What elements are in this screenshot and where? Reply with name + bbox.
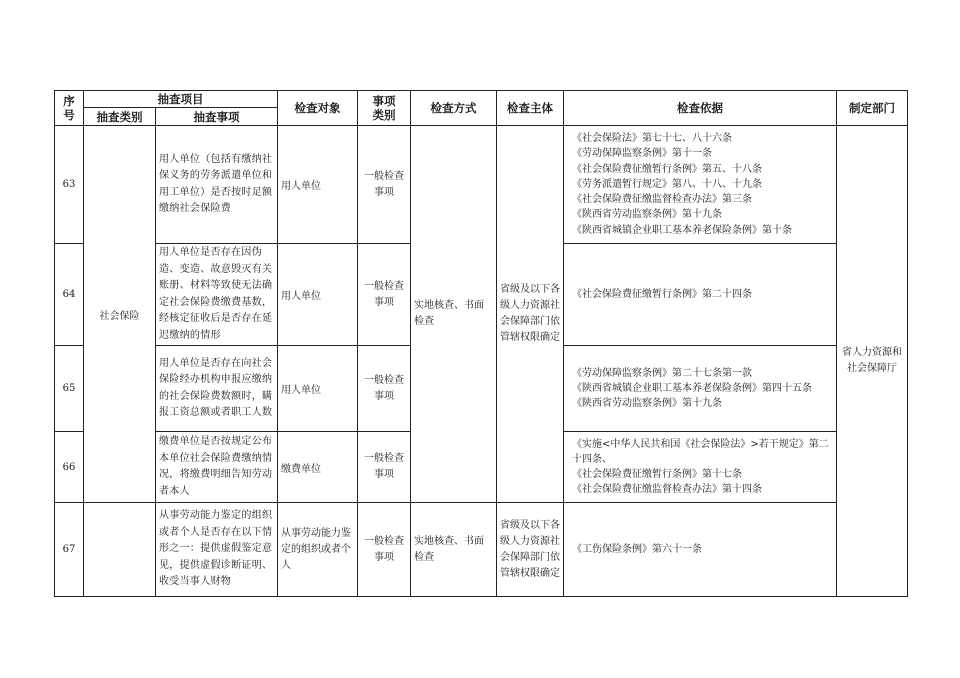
header-basis: 检查依据 <box>564 91 837 126</box>
header-method: 检查方式 <box>411 91 497 126</box>
header-subject: 检查主体 <box>497 91 564 126</box>
row-basis: 《社会保险费征缴暂行条例》第二十四条 <box>564 244 837 346</box>
subject-cell: 省级及以下各级人力资源社会保障部门依管辖权限确定 <box>497 503 564 597</box>
header-dept: 制定部门 <box>837 91 908 126</box>
row-type: 一般检查事项 <box>358 244 411 346</box>
header-object: 检查对象 <box>278 91 358 126</box>
row-type: 一般检查事项 <box>358 432 411 503</box>
category-cell: 社会保险 <box>84 126 156 503</box>
row-seq: 64 <box>55 244 84 346</box>
row-object: 从事劳动能力鉴定的组织或者个人 <box>278 503 358 597</box>
row-basis: 《实施<中华人民共和国《社会保险法》>若干规定》第二十四条、 《社会保险费征缴暂行条例》第十七条 《社会保险费征缴监督检查办法》第十四条 <box>564 432 837 503</box>
header-project: 抽查项目 <box>84 91 278 108</box>
row-object: 用人单位 <box>278 126 358 244</box>
inspection-table <box>54 90 908 597</box>
row-item: 缴费单位是否按规定公布本单位社会保险费缴纳情况，将缴费明细告知劳动者本人 <box>156 432 278 503</box>
row-basis: 《工伤保险条例》第六十一条 <box>564 503 837 597</box>
header-seq: 序 号 <box>55 91 84 126</box>
row-object: 用人单位 <box>278 346 358 432</box>
header-row-1 <box>55 91 908 108</box>
subject-cell: 省级及以下各级人力资源社会保障部门依管辖权限确定 <box>497 126 564 503</box>
row-seq: 67 <box>55 503 84 597</box>
header-item: 抽查事项 <box>156 108 278 126</box>
dept-cell: 省人力资源和社会保障厅 <box>837 126 908 597</box>
row-item: 用人单位是否存在向社会保险经办机构申报应缴纳的社会保险费数额时，瞒报工资总额或者职工人数 <box>156 346 278 432</box>
row-type: 一般检查事项 <box>358 503 411 597</box>
row-item: 从事劳动能力鉴定的组织或者个人是否存在以下情形之一：提供虚假鉴定意见，提供虚假诊断证明、收受当事人财物 <box>156 503 278 597</box>
row-type: 一般检查事项 <box>358 346 411 432</box>
row-object: 缴费单位 <box>278 432 358 503</box>
method-cell: 实地核查、书面检查 <box>411 126 497 503</box>
row-seq: 66 <box>55 432 84 503</box>
row-basis: 《劳动保障监察条例》第二十七条第一款 《陕西省城镇企业职工基本养老保险条例》第四十五条 《陕西省劳动监察条例》第十九条 <box>564 346 837 432</box>
header-type: 事项 类别 <box>358 91 411 126</box>
table-row <box>55 126 908 244</box>
category-cell-empty <box>84 503 156 597</box>
row-seq: 63 <box>55 126 84 244</box>
row-basis: 《社会保险法》第七十七、八十六条 《劳动保障监察条例》第十一条 《社会保险费征缴暂行条例》第五、十八条 《劳务派遣暂行规定》第八、十八、十九条 《社会保险费征缴监督检查办法》第三条 《陕西省劳动监察条例》第十九条 《陕西省城镇企业职工基本养老保险条例》第十条 <box>564 126 837 244</box>
row-item: 用人单位是否存在因伪造、变造、故意毁灭有关账册、材料等致使无法确定社会保险费缴费基数，经核定征收后是否存在延迟缴纳的情形 <box>156 244 278 346</box>
table-row <box>55 503 908 597</box>
row-object: 用人单位 <box>278 244 358 346</box>
row-seq: 65 <box>55 346 84 432</box>
method-cell: 实地核查、书面检查 <box>411 503 497 597</box>
header-category: 抽查类别 <box>84 108 156 126</box>
row-type: 一般检查事项 <box>358 126 411 244</box>
row-item: 用人单位（包括有缴纳社保义务的劳务派遣单位和用工单位）是否按时足额缴纳社会保险费 <box>156 126 278 244</box>
